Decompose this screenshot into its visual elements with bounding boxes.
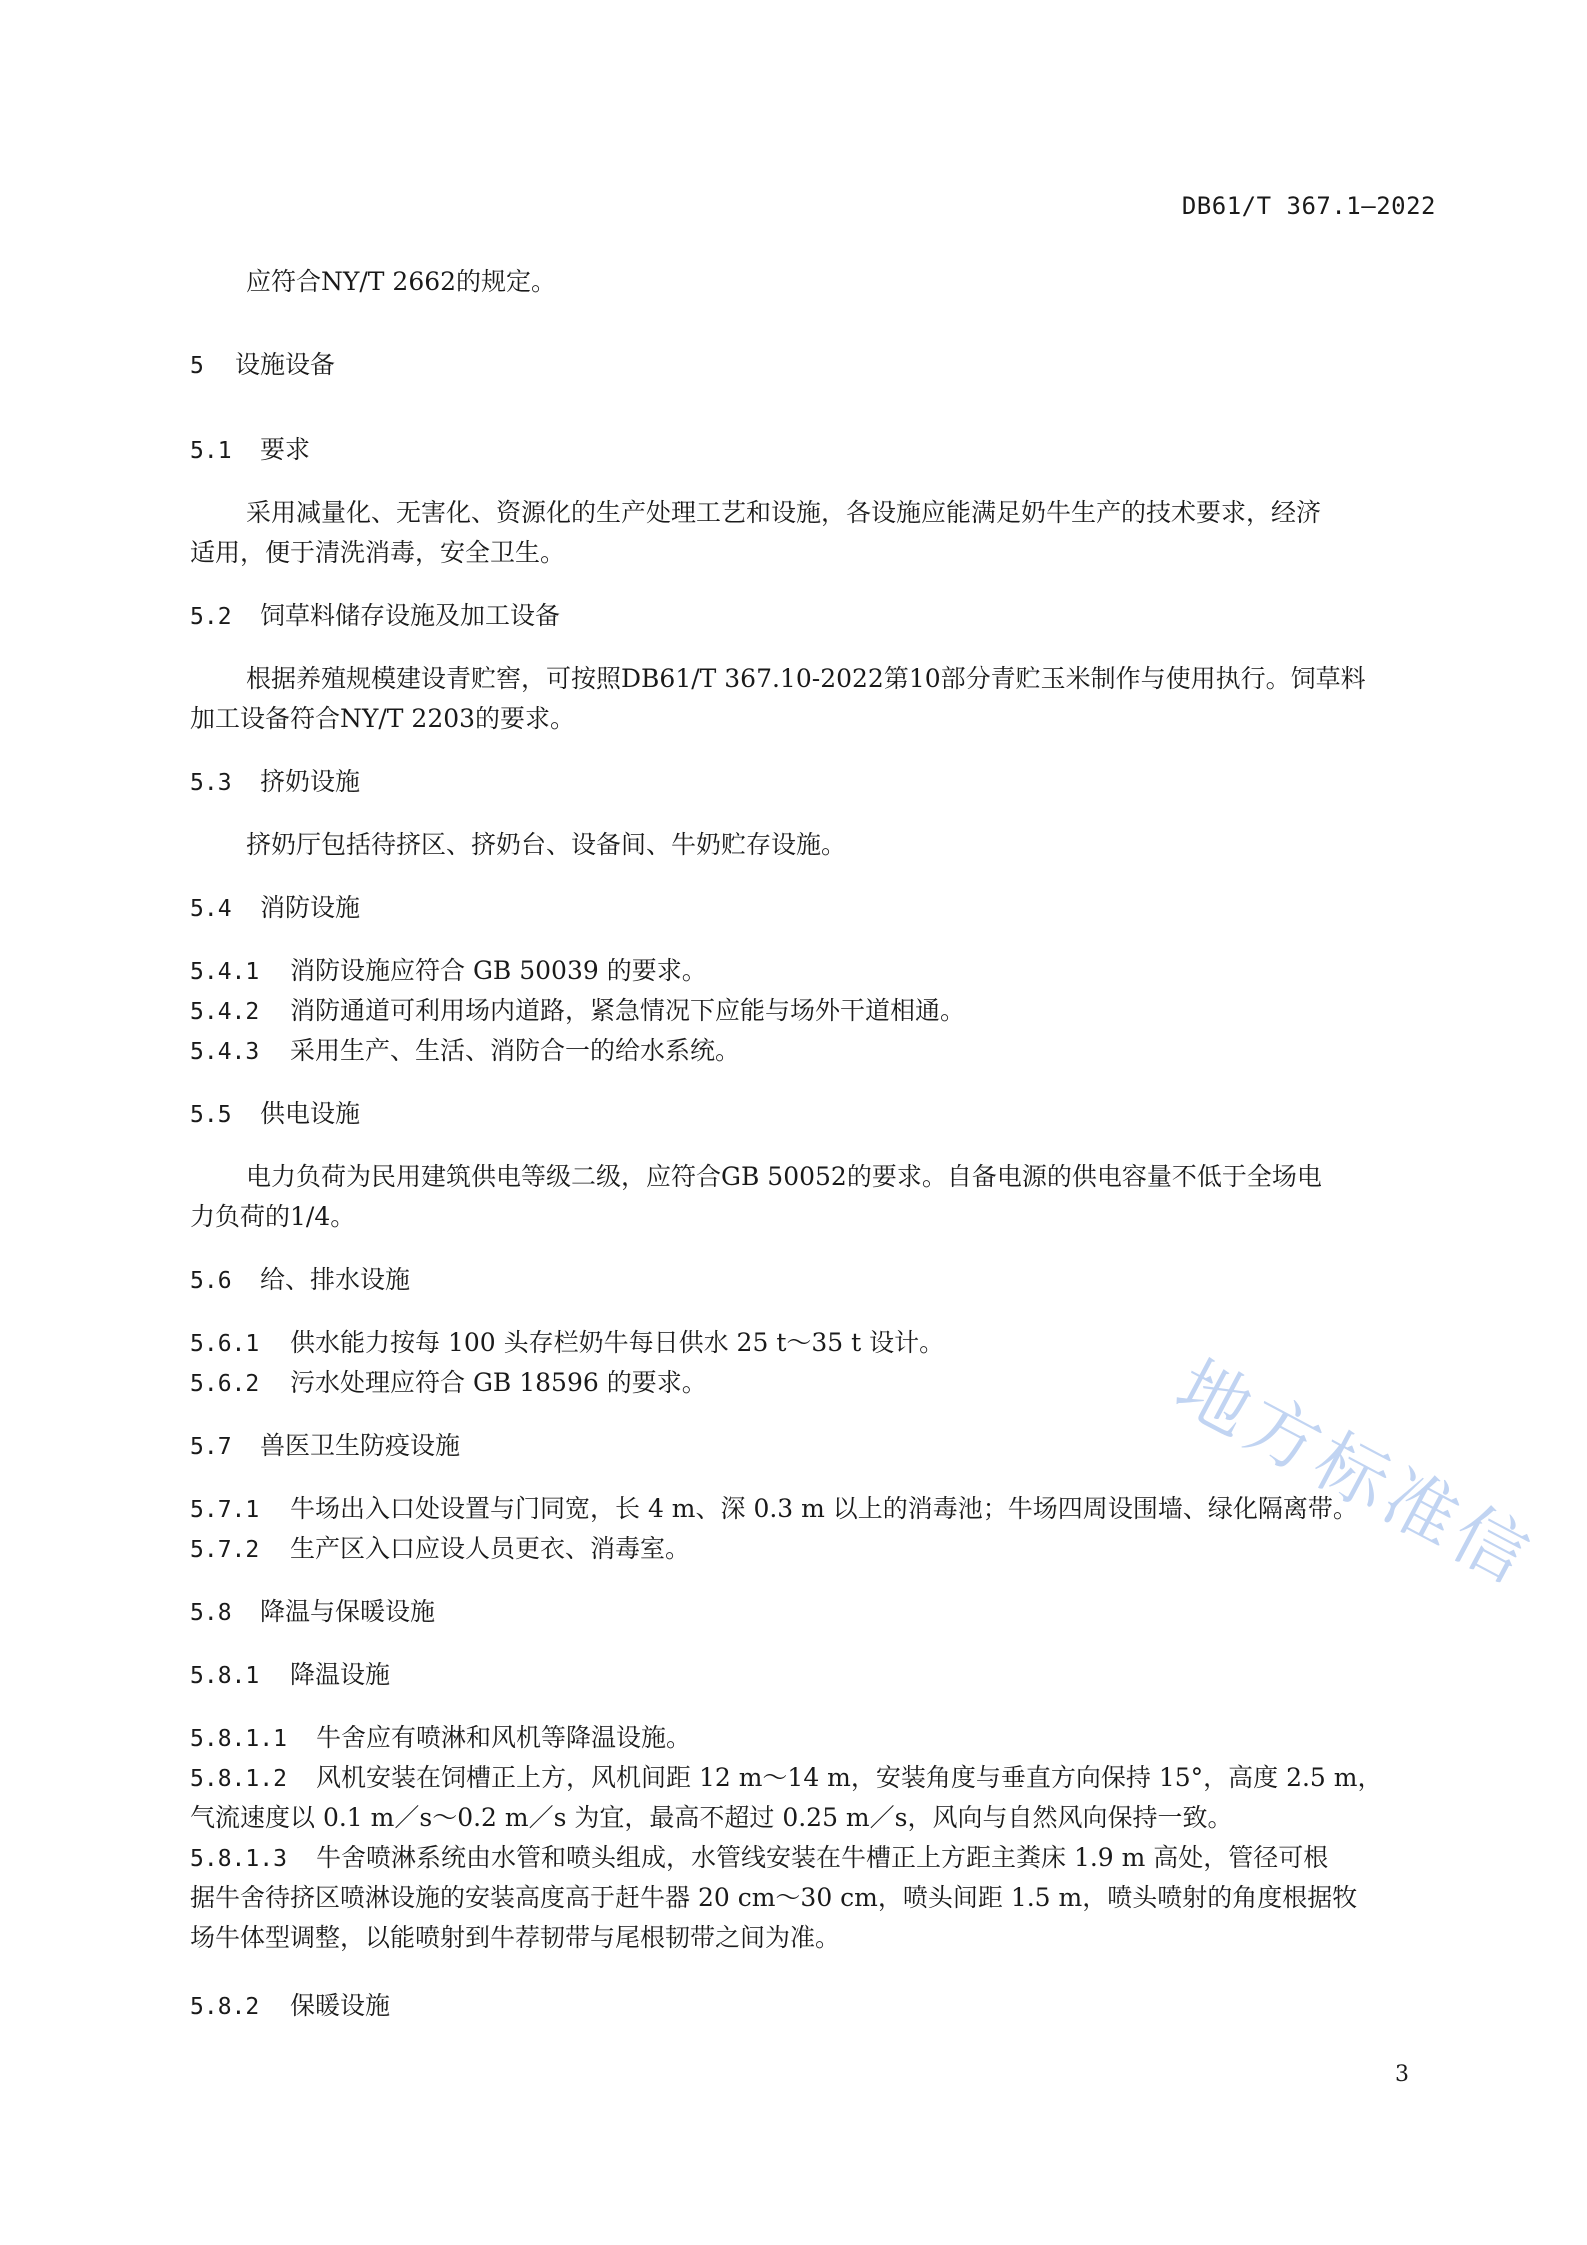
section-5-7-heading <box>190 1426 460 1462</box>
section-5-8-heading <box>190 1592 435 1628</box>
section-5-1-heading <box>190 430 310 466</box>
clause-5-8-1-1 <box>190 1718 691 1754</box>
document-id: DB61/T 367.1—2022 <box>1181 192 1436 220</box>
section-title: 保暖设施 <box>290 1991 391 2020</box>
section-5-3-body-line: 挤奶厅包括待挤区、挤奶台、设备间、牛奶贮存设施。 <box>246 830 847 859</box>
clause-number: 5.6.1 <box>190 1331 260 1357</box>
section-number: 5.8.1 <box>190 1663 260 1689</box>
section-title: 要求 <box>260 435 311 464</box>
clause-text: 采用生产、生活、消防合一的给水系统。 <box>290 1036 741 1065</box>
section-5-8-1-heading <box>190 1655 390 1691</box>
section-title: 降温设施 <box>290 1660 391 1689</box>
section-number: 5 <box>190 353 204 379</box>
section-5-5-heading <box>190 1094 360 1130</box>
clause-5-8-1-3 <box>190 1838 1328 1874</box>
section-5-1-body-line: 适用，便于清洗消毒，安全卫生。 <box>190 538 566 567</box>
clause-5-8-1-2-continuation: 气流速度以 0.1 m／s～0.2 m／s 为宜，最高不超过 0.25 m／s，风向与自然风向保持一致。 <box>190 1803 1233 1832</box>
section-title: 饲草料储存设施及加工设备 <box>260 601 561 630</box>
clause-number: 5.8.1.2 <box>190 1766 287 1792</box>
section-5-4-heading <box>190 888 360 924</box>
section-5-2-heading <box>190 596 560 632</box>
clause-number: 5.7.2 <box>190 1537 260 1563</box>
section-number: 5.5 <box>190 1102 232 1128</box>
clause-5-4-2 <box>190 991 965 1027</box>
clause-number: 5.4.1 <box>190 959 260 985</box>
section-number: 5.8 <box>190 1600 232 1626</box>
clause-text: 消防设施应符合 GB 50039 的要求。 <box>290 956 707 985</box>
clause-5-8-1-3-continuation: 场牛体型调整，以能喷射到牛荐韧带与尾根韧带之间为准。 <box>190 1923 841 1952</box>
section-5-3-heading <box>190 762 360 798</box>
section-title: 设施设备 <box>235 350 336 379</box>
section-5-1-body-line: 采用减量化、无害化、资源化的生产处理工艺和设施，各设施应能满足奶牛生产的技术要求，经济 <box>246 498 1322 527</box>
section-title: 供电设施 <box>260 1099 361 1128</box>
section-5-2-body-line: 加工设备符合NY/T 2203的要求。 <box>190 704 576 733</box>
clause-5-7-2 <box>190 1529 690 1565</box>
section-5-6-heading <box>190 1260 410 1296</box>
section-number: 5.8.2 <box>190 1994 260 2020</box>
section-number: 5.6 <box>190 1268 232 1294</box>
section-number: 5.3 <box>190 770 232 796</box>
section-5-5-body-line: 电力负荷为民用建筑供电等级二级，应符合GB 50052的要求。自备电源的供电容量不低于全场电 <box>246 1162 1322 1191</box>
clause-5-4-3 <box>190 1031 740 1067</box>
clause-text: 生产区入口应设人员更衣、消毒室。 <box>290 1534 691 1563</box>
clause-5-8-1-2 <box>190 1758 1383 1794</box>
section-number: 5.2 <box>190 604 232 630</box>
watermark: 地方标准信 <box>1163 1344 1547 1602</box>
clause-number: 5.8.1.3 <box>190 1846 287 1872</box>
clause-number: 5.8.1.1 <box>190 1726 287 1752</box>
intro-line: 应符合NY/T 2662的规定。 <box>246 267 557 296</box>
clause-text: 牛舍应有喷淋和风机等降温设施。 <box>316 1723 692 1752</box>
section-5-heading <box>190 345 335 381</box>
clause-5-4-1 <box>190 951 707 987</box>
section-title: 消防设施 <box>260 893 361 922</box>
clause-text: 污水处理应符合 GB 18596 的要求。 <box>290 1368 707 1397</box>
section-5-2-body-line: 根据养殖规模建设青贮窖，可按照DB61/T 367.10-2022第10部分青贮玉米制作与使用执行。饲草料 <box>246 664 1366 693</box>
clause-text: 牛舍喷淋系统由水管和喷头组成，水管线安装在牛槽正上方距主粪床 1.9 m 高处，管径可根 <box>316 1843 1329 1872</box>
section-number: 5.7 <box>190 1434 232 1460</box>
clause-number: 5.6.2 <box>190 1371 260 1397</box>
clause-5-6-1 <box>190 1323 944 1359</box>
clause-5-6-2 <box>190 1363 707 1399</box>
clause-number: 5.4.3 <box>190 1039 260 1065</box>
clause-text: 风机安装在饲槽正上方，风机间距 12 m～14 m，安装角度与垂直方向保持 15°，高度 2.5 m， <box>316 1763 1383 1792</box>
section-title: 挤奶设施 <box>260 767 361 796</box>
clause-text: 供水能力按每 100 头存栏奶牛每日供水 25 t～35 t 设计。 <box>290 1328 945 1357</box>
section-number: 5.4 <box>190 896 232 922</box>
clause-5-8-1-3-continuation: 据牛舍待挤区喷淋设施的安装高度高于赶牛器 20 cm～30 cm，喷头间距 1.5 m，喷头喷射的角度根据牧 <box>190 1883 1358 1912</box>
section-5-5-body-line: 力负荷的1/4。 <box>190 1202 356 1231</box>
clause-number: 5.7.1 <box>190 1497 260 1523</box>
section-title: 给、排水设施 <box>260 1265 411 1294</box>
clause-5-7-1 <box>190 1489 1358 1525</box>
clause-text: 牛场出入口处设置与门同宽，长 4 m、深 0.3 m 以上的消毒池；牛场四周设围墙、绿化隔离带。 <box>290 1494 1358 1523</box>
section-5-8-2-heading <box>190 1986 390 2022</box>
page-number: 3 <box>1395 2062 1409 2087</box>
section-number: 5.1 <box>190 438 232 464</box>
clause-text: 消防通道可利用场内道路，紧急情况下应能与场外干道相通。 <box>290 996 966 1025</box>
section-title: 兽医卫生防疫设施 <box>260 1431 461 1460</box>
clause-number: 5.4.2 <box>190 999 260 1025</box>
section-title: 降温与保暖设施 <box>260 1597 436 1626</box>
